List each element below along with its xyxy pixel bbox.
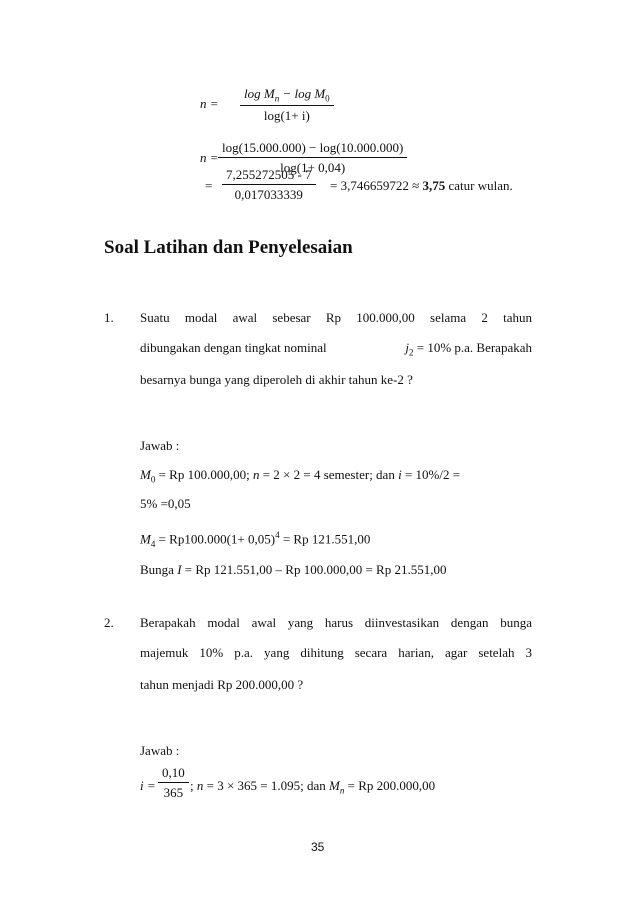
formula-denominator: log(1+ 0,04): [280, 160, 346, 175]
problem-text-line: besarnya bunga yang diperoleh di akhir tahun ke-2 ?: [140, 372, 413, 387]
problem-number: 2.: [104, 615, 114, 630]
formula-lhs: n =: [200, 96, 219, 111]
formula-fraction: [222, 167, 316, 203]
formula-denominator: log(1+ i): [263, 107, 310, 123]
formula-lhs: =: [205, 178, 213, 193]
answer-label: Jawab :: [140, 743, 180, 758]
formula-fraction: [158, 765, 189, 801]
problem-text-line: Suatu modal awal sebesar Rp 100.000,00 selama 2 tahun: [140, 310, 532, 325]
formula-numerator: $\log M_n - \log M_0$: [240, 86, 334, 106]
formula-lhs: n =: [200, 150, 219, 165]
formula-denominator: 365: [163, 785, 184, 800]
problem-text-line: majemuk 10% p.a. yang dihitung secara harian, agar setelah 3: [140, 645, 532, 660]
formula-lhs: i =: [140, 778, 156, 793]
page-number: 35: [311, 840, 325, 854]
answer-rest: ; n = 3 × 365 = 1.095; dan $M_n = Rp$ 200.000,00: [190, 778, 436, 796]
answer-line: $M_4 = Rp100.000(1+ 0,05)^4 = Rp$ 121.551,00: [140, 530, 371, 549]
problem-number: 1.: [104, 310, 114, 325]
formula-numerator: 7,255272505 - 7: [222, 167, 316, 185]
formula-fraction: [240, 86, 334, 124]
formula-denominator: 0,017033339: [234, 187, 303, 202]
answer-line: Bunga I = Rp 121.551,00 – Rp 100.000,00 = Rp 21.551,00: [140, 562, 447, 577]
formula-numerator: log(15.000.000) − log(10.000.000): [218, 140, 407, 158]
problem-text-line: Berapakah modal awal yang harus diinvestasikan dengan bunga: [140, 615, 532, 630]
answer-line: 5% =0,05: [140, 496, 191, 511]
section-title: Soal Latihan dan Penyelesaian: [104, 237, 353, 258]
problem-text-line: tahun menjadi Rp 200.000,00 ?: [140, 677, 304, 692]
answer-line: $M_0 = Rp$ 100.000,00; n = 2 × 2 = 4 semester; dan i = 10%/2 =: [140, 467, 461, 485]
formula-numerator: 0,10: [158, 765, 189, 783]
formula-result: = 3,746659722 ≈ 3,75 catur wulan.: [330, 178, 513, 193]
answer-label: Jawab :: [140, 438, 180, 453]
problem-text-line: dibungakan dengan tingkat nominal $j_2 = 10\%$ p.a. Berapakah: [140, 340, 532, 358]
